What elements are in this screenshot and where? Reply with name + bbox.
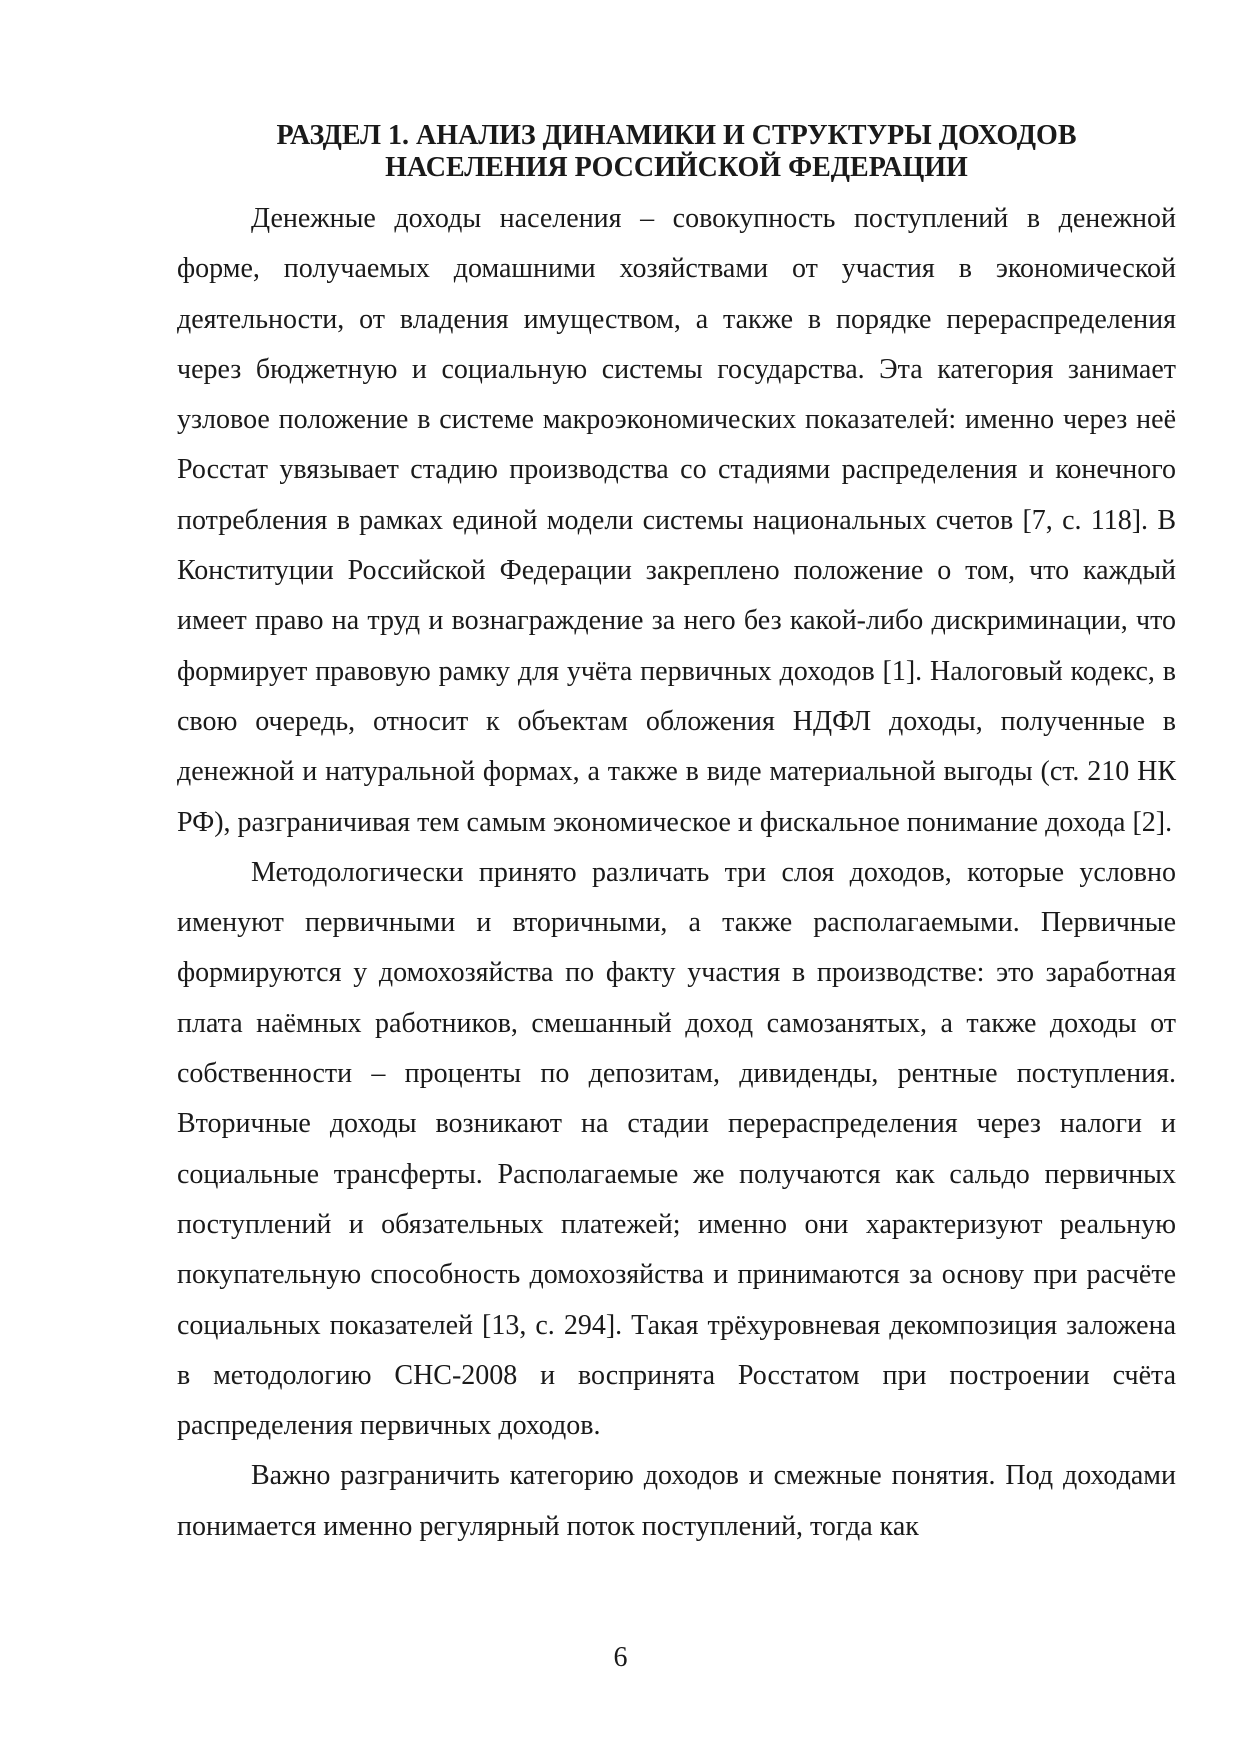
section-heading-line-1: РАЗДЕЛ 1. АНАЛИЗ ДИНАМИКИ И СТРУКТУРЫ ДОХОДОВ [276,120,1077,151]
paragraph-1: Денежные доходы населения – совокупность поступлений в денежной форме, получаемых домашними хозяйствами от участия в экономической деятельности, от владения имуществом, а также в порядке перераспределения через бюджетную и социальную системы государства. Эта категория занимает узловое положение в системе макроэкономических показателей: именно через неё Росстат увязывает стадию производства со стадиями распределения и конечного потребления в рамках единой модели системы национальных счетов [7, с. 118]. В Конституции Российской Федерации закреплено положение о том, что каждый имеет право на труд и вознаграждение за него без какой-либо дискриминации, что формирует правовую рамку для учёта первичных доходов [1]. Налоговый кодекс, в свою очередь, относит к объектам обложения НДФЛ доходы, полученные в денежной и натуральной формах, а также в виде материальной выгоды (ст. 210 НК РФ), разграничивая тем самым экономическое и фискальное понимание дохода [2]. [177,203,1176,838]
paragraph-3: Важно разграничить категорию доходов и смежные понятия. Под доходами понимается именно регулярный поток поступлений, тогда как [177,1460,1176,1542]
paragraph-2: Методологически принято различать три слоя доходов, которые условно именуют первичными и вторичными, а также располагаемыми. Первичные формируются у домохозяйства по факту участия в производстве: это заработная плата наёмных работников, смешанный доход самозанятых, а также доходы от собственности – проценты по депозитам, дивиденды, рентные поступления. Вторичные доходы возникают на стадии перераспределения через налоги и социальные трансферты. Располагаемые же получаются как сальдо первичных поступлений и обязательных платежей; именно они характеризуют реальную покупательную способность домохозяйства и принимаются за основу при расчёте социальных показателей [13, с. 294]. Такая трёхуровневая декомпозиция заложена в методологию СНС-2008 и воспринята Росстатом при построении счёта распределения первичных доходов. [177,856,1176,1442]
section-heading-line-2: НАСЕЛЕНИЯ РОССИЙСКОЙ ФЕДЕРАЦИИ [385,152,968,183]
page-number: 6 [613,1642,628,1673]
page-content [177,120,1176,1552]
section-heading [177,120,1176,184]
